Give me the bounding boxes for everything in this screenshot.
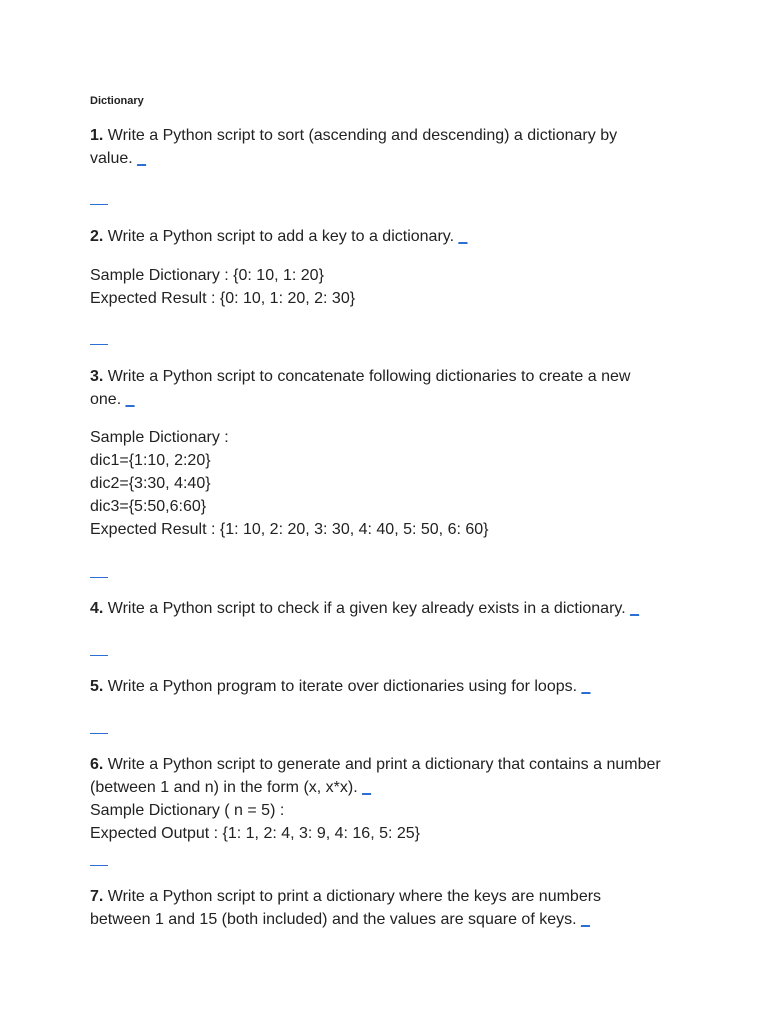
solution-link[interactable]: _ — [581, 678, 591, 695]
question-2-sample — [90, 264, 690, 310]
question-6 — [90, 753, 690, 845]
question-number: 5. — [90, 678, 104, 695]
question-number: 3. — [90, 368, 104, 385]
dic2: dic2={3:30, 4:40} — [90, 475, 211, 492]
solution-link[interactable]: _ — [581, 911, 590, 928]
question-3 — [90, 365, 690, 411]
question-text: Write a Python script to generate and print a dictionary that contains a number — [103, 756, 661, 773]
question-text: Write a Python script to print a dictionary where the keys are numbers — [103, 888, 602, 905]
question-4 — [90, 597, 690, 620]
question-5 — [90, 675, 690, 698]
sample-dictionary: Sample Dictionary : {0: 10, 1: 20} — [90, 267, 324, 284]
separator-link[interactable] — [90, 344, 108, 345]
separator-link[interactable] — [90, 655, 108, 656]
question-text: Write a Python script to check if a given key already exists in a dictionary. — [103, 600, 631, 617]
question-number: 7. — [90, 888, 104, 905]
question-2 — [90, 225, 690, 248]
question-number: 2. — [90, 228, 104, 245]
dic1: dic1={1:10, 2:20} — [90, 452, 211, 469]
solution-link[interactable]: _ — [137, 150, 147, 167]
question-7 — [90, 885, 690, 931]
question-text-cont: (between 1 and n) in the form (x, x*x). — [90, 779, 363, 796]
question-text: Write a Python script to sort (ascending and descending) a dictionary by — [103, 127, 618, 144]
question-number: 1. — [90, 127, 104, 144]
question-text: Write a Python script to concatenate following dictionaries to create a new — [103, 368, 631, 385]
question-text-cont: one. — [90, 391, 126, 408]
question-number: 4. — [90, 600, 104, 617]
question-text: Write a Python script to add a key to a dictionary. — [103, 228, 459, 245]
page-title: Dictionary — [90, 95, 144, 107]
separator-link[interactable] — [90, 577, 108, 578]
separator-link[interactable] — [90, 733, 108, 734]
sample-dictionary: Sample Dictionary ( n = 5) : — [90, 802, 285, 819]
solution-link[interactable]: _ — [630, 600, 639, 617]
question-text-cont: between 1 and 15 (both included) and the values are square of keys. — [90, 911, 581, 928]
separator-link[interactable] — [90, 865, 108, 866]
expected-output: Expected Output : {1: 1, 2: 4, 3: 9, 4: 16, 5: 25} — [90, 825, 421, 842]
solution-link[interactable]: _ — [458, 228, 468, 245]
sample-dictionary: Sample Dictionary : — [90, 429, 229, 446]
separator-link[interactable] — [90, 204, 108, 205]
question-3-sample — [90, 426, 690, 541]
dic3: dic3={5:50,6:60} — [90, 498, 207, 515]
expected-result: Expected Result : {0: 10, 1: 20, 2: 30} — [90, 290, 356, 307]
question-text-cont: value. — [90, 150, 138, 167]
solution-link[interactable]: _ — [362, 779, 372, 796]
question-number: 6. — [90, 756, 104, 773]
solution-link[interactable]: _ — [125, 391, 135, 408]
question-text: Write a Python program to iterate over dictionaries using for loops. — [103, 678, 582, 695]
question-1 — [90, 124, 690, 170]
expected-result: Expected Result : {1: 10, 2: 20, 3: 30, 4: 40, 5: 50, 6: 60} — [90, 521, 489, 538]
